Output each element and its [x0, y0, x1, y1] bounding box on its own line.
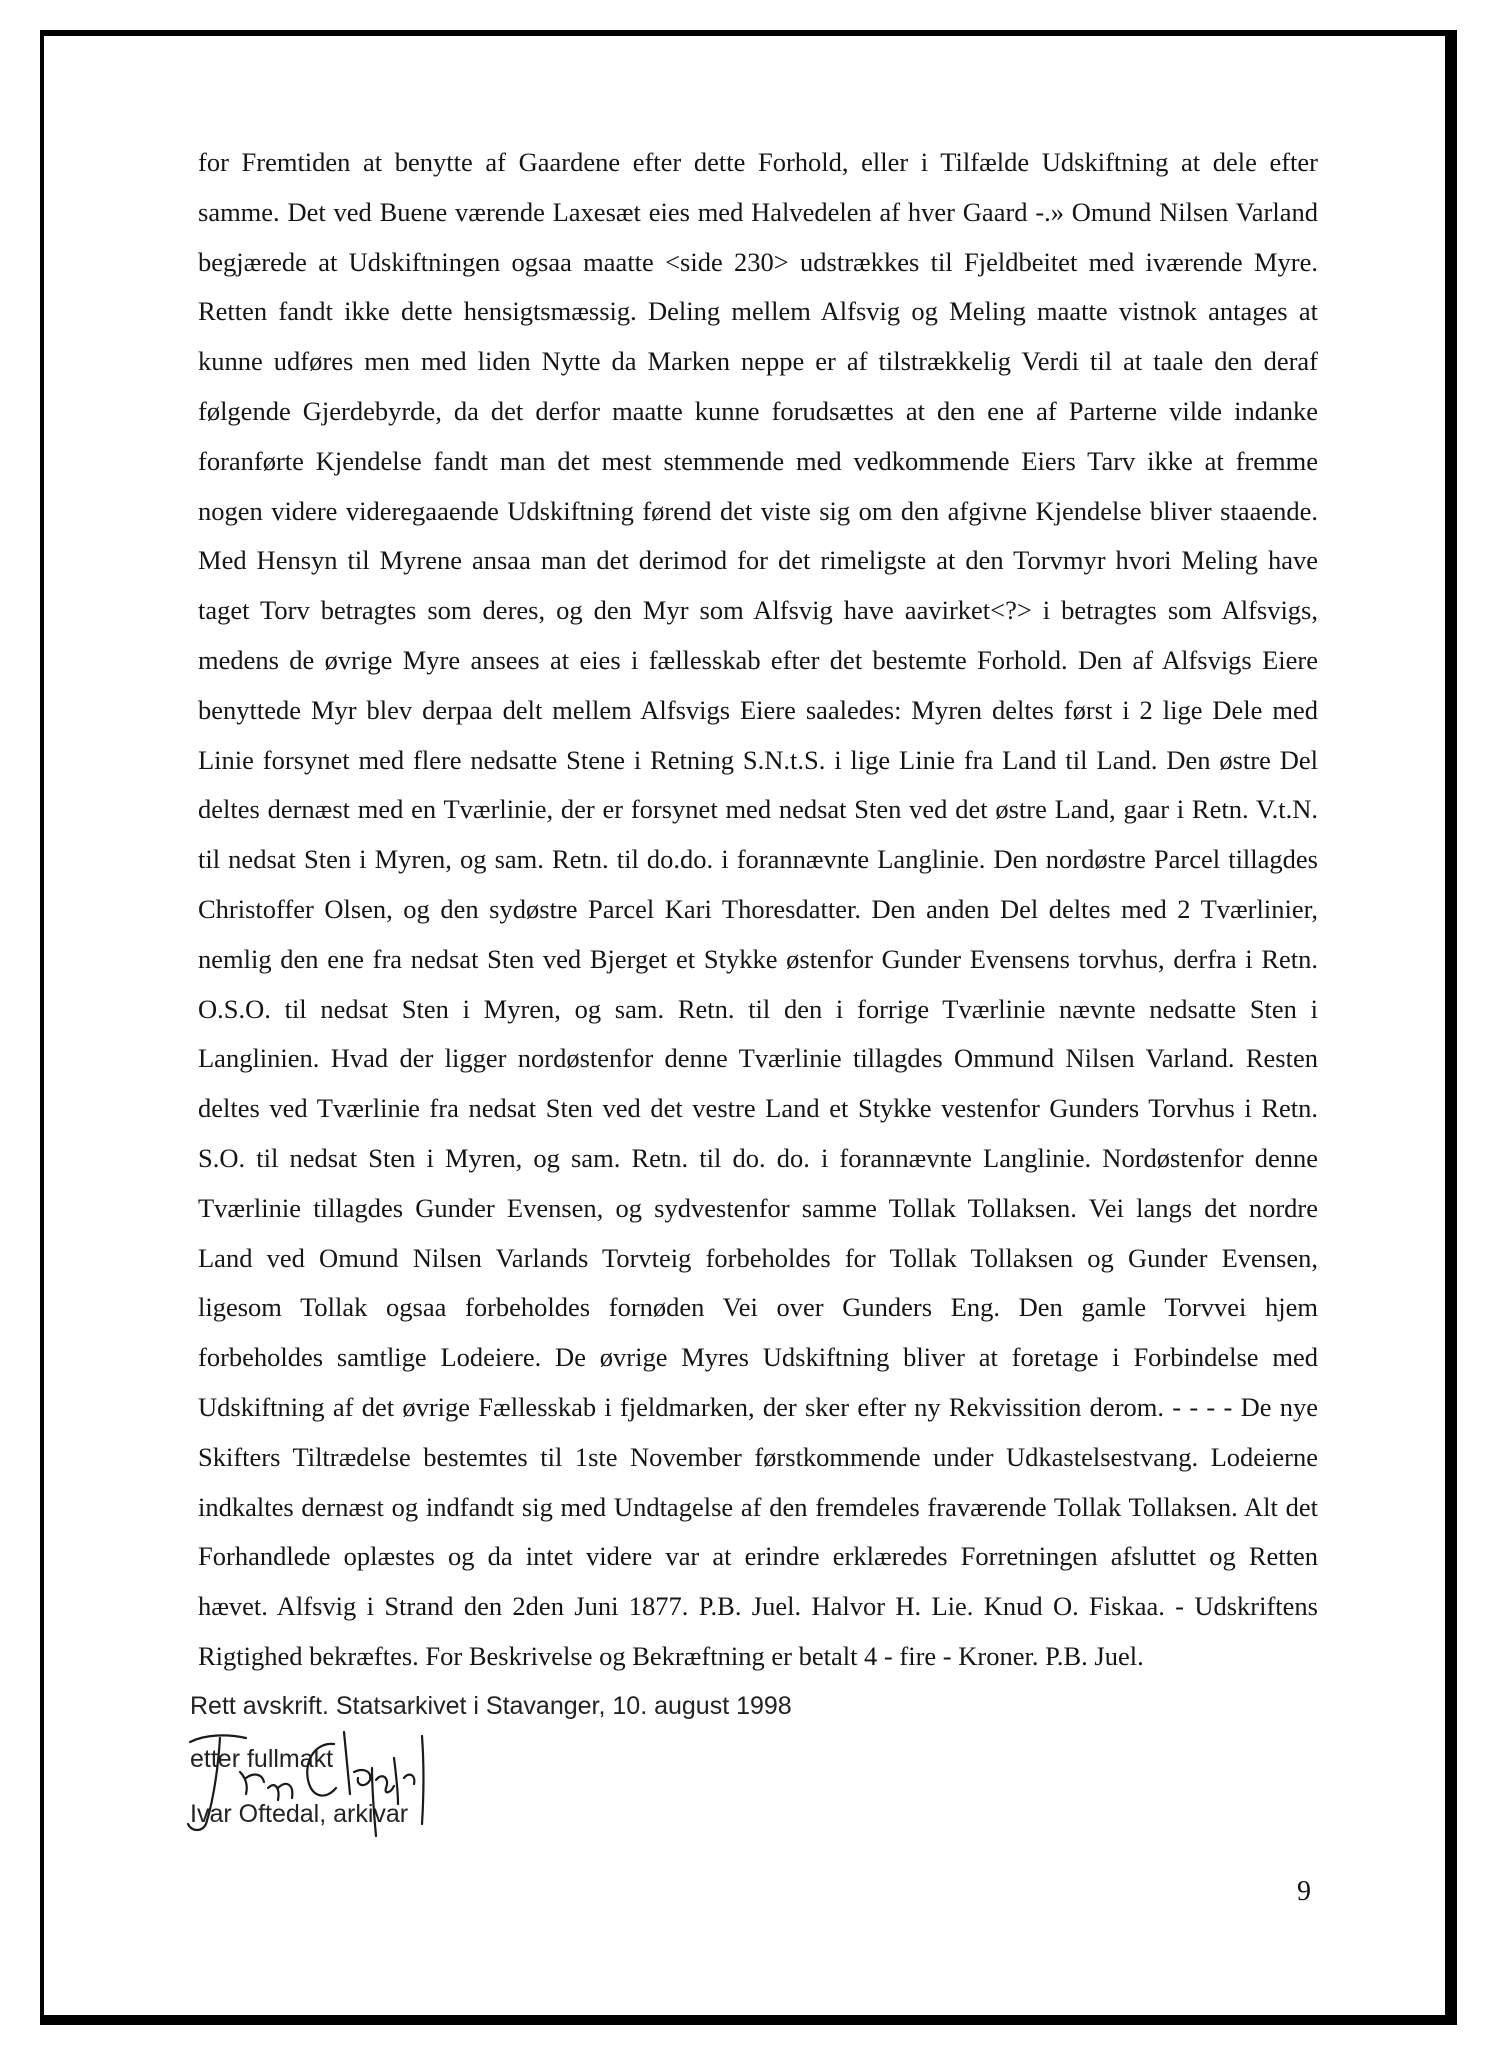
text-line: følgende Gjerdebyrde, da det derfor maatte kunne forudsættes at den ene af Parterne vilde indanke	[198, 395, 1318, 426]
text-line: benyttede Myr blev derpaa delt mellem Alfsvigs Eiere saaledes: Myren deltes først i 2 lige Dele med	[198, 694, 1318, 725]
text-line: Langlinien. Hvad der ligger nordøstenfor denne Tværlinie tillagdes Ommund Nilsen Varland. Resten	[198, 1043, 1318, 1074]
text-line: deltes ved Tværlinie fra nedsat Sten ved det vestre Land et Stykke vestenfor Gunders Torvhus i Retn.	[198, 1093, 1318, 1124]
text-line: Linie forsynet med flere nedsatte Stene i Retning S.N.t.S. i lige Linie fra Land til Land. Den østre Del	[198, 744, 1318, 775]
text-line: medens de øvrige Myre ansees at eies i fællesskab efter det bestemte Forhold. Den af Alfsvigs Eiere	[198, 644, 1318, 675]
text-line: S.O. til nedsat Sten i Myren, og sam. Retn. til do. do. i forannævnte Langlinie. Nordøstenfor denne	[198, 1142, 1318, 1173]
certification-statement: Rett avskrift. Statsarkivet i Stavanger, 10. august 1998	[190, 1692, 792, 1720]
text-line: for Fremtiden at benytte af Gaardene efter dette Forhold, eller i Tilfælde Udskiftning at dele efter	[198, 147, 1318, 177]
certification-authority: etter fullmakt	[190, 1745, 334, 1773]
text-line: til nedsat Sten i Myren, og sam. Retn. til do.do. i forannævnte Langlinie. Den nordøstre Parcel tillagdes	[198, 844, 1318, 875]
text-line: nogen videre videregaaende Udskiftning førend det viste sig om den afgivne Kjendelse bliver staaende.	[198, 495, 1318, 526]
text-line: ligesom Tollak ogsaa forbeholdes fornøden Vei over Gunders Eng. Den gamle Torvvei hjem	[198, 1292, 1318, 1323]
text-line: Rigtighed bekræftes. For Beskrivelse og Bekræftning er betalt 4 - fire - Kroner. P.B. Juel.	[198, 1640, 1144, 1671]
text-line: Med Hensyn til Myrene ansaa man det derimod for det rimeligste at den Torvmyr hvori Meling have	[198, 545, 1318, 576]
document-body	[198, 138, 1318, 1682]
text-line: Forhandlede oplæstes og da intet videre var at erindre erklæredes Forretningen afsluttet og Retten	[198, 1541, 1318, 1572]
text-line: hævet. Alfsvig i Strand den 2den Juni 1877. P.B. Juel. Halvor H. Lie. Knud O. Fiskaa. - Udskriftens	[198, 1591, 1318, 1622]
text-line: indkaltes dernæst og indfandt sig med Undtagelse af den fremdeles fraværende Tollak Tollaksen. Alt det	[198, 1491, 1318, 1522]
text-line: Land ved Omund Nilsen Varlands Torvteig forbeholdes for Tollak Tollaksen og Gunder Evensen,	[198, 1242, 1318, 1273]
text-line: Udskiftning af det øvrige Fællesskab i fjeldmarken, der sker efter ny Rekvissition derom. - - - - De nye	[198, 1391, 1318, 1422]
text-line: nemlig den ene fra nedsat Sten ved Bjerget et Stykke østenfor Gunder Evensens torvhus, derfra i Retn.	[198, 943, 1318, 974]
text-line: Tværlinie tillagdes Gunder Evensen, og sydvestenfor samme Tollak Tollaksen. Vei langs det nordre	[198, 1192, 1318, 1223]
text-line: Skifters Tiltrædelse bestemtes til 1ste November førstkommende under Udkastelsestvang. Lodeierne	[198, 1441, 1318, 1472]
certification-signatory: Ivar Oftedal, arkivar	[190, 1800, 409, 1828]
text-line: Christoffer Olsen, og den sydøstre Parcel Kari Thoresdatter. Den anden Del deltes med 2 Tværlinier,	[198, 893, 1318, 924]
text-line: taget Torv betragtes som deres, og den Myr som Alfsvig have aavirket<?> i betragtes som Alfsvigs,	[198, 595, 1318, 626]
text-line: samme. Det ved Buene værende Laxesæt eies med Halvedelen af hver Gaard -.» Omund Nilsen Varland	[198, 196, 1318, 227]
text-line: deltes dernæst med en Tværlinie, der er forsynet med nedsat Sten ved det østre Land, gaar i Retn. V.t.N.	[198, 794, 1318, 825]
text-line: kunne udføres men med liden Nytte da Marken neppe er af tilstrækkelig Verdi til at taale den deraf	[198, 346, 1318, 377]
text-line: foranførte Kjendelse fandt man det mest stemmende med vedkommende Eiers Tarv ikke at fremme	[198, 445, 1318, 476]
text-line: begjærede at Udskiftningen ogsaa maatte <side 230> udstrækkes til Fjeldbeitet med iværende Myre.	[198, 246, 1318, 277]
text-line: forbeholdes samtlige Lodeiere. De øvrige Myres Udskiftning bliver at foretage i Forbindelse med	[198, 1342, 1318, 1373]
handwritten-signature	[176, 1728, 426, 1843]
page-number: 9	[1297, 1876, 1311, 1907]
text-line: O.S.O. til nedsat Sten i Myren, og sam. Retn. til den i forrige Tværlinie nævnte nedsatte Sten i	[198, 993, 1318, 1024]
text-line: Retten fandt ikke dette hensigtsmæssig. Deling mellem Alfsvig og Meling maatte vistnok antages at	[198, 296, 1318, 327]
